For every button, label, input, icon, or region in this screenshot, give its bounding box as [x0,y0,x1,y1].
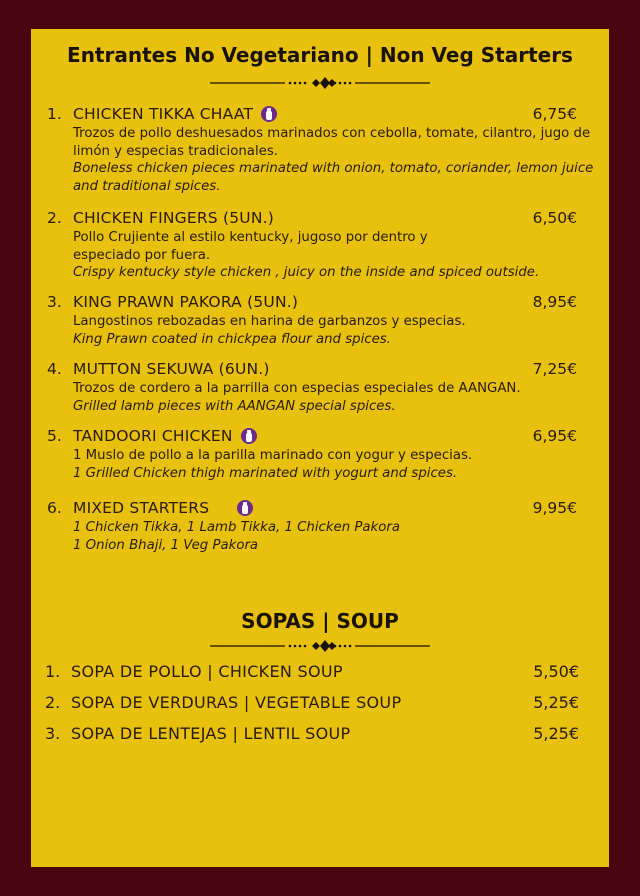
item-description [73,313,598,348]
item-number: 3. [45,724,61,743]
item-name: SOPA DE VERDURAS | VEGETABLE SOUP [71,693,402,712]
item-price: 5,50€ [533,662,579,681]
item-price: 5,25€ [533,693,579,712]
item-number: 6. [47,499,62,517]
item-price: 6,95€ [532,427,577,445]
item-name: CHICKEN FINGERS (5UN.) [73,209,274,227]
description-es: Trozos de pollo deshuesados marinados con cebolla, tomate, cilantro, jugo de limón y especias tradicionales. [73,126,591,159]
description-en: Crispy kentucky style chicken , juicy on the inside and spiced outside. [73,265,540,280]
item-description [73,125,598,195]
item-number: 2. [47,209,62,227]
description-es: Trozos de cordero a la parrilla con especias especiales de AANGAN. [73,381,521,396]
item-name: MUTTON SEKUWA (6UN.) [73,360,270,378]
bottle-icon [241,428,257,444]
item-number: 1. [47,105,62,123]
description-en: King Prawn coated in chickpea flour and spices. [73,331,391,347]
item-name: CHICKEN TIKKA CHAAT [73,105,277,123]
description-es: 1 Muslo de pollo a la parilla marinado con yogur y especias. [73,448,473,463]
item-price: 8,95€ [532,293,577,311]
item-number: 1. [45,662,61,681]
item-name: SOPA DE LENTEJAS | LENTIL SOUP [71,724,351,743]
ornament-divider [210,75,430,91]
item-number: 2. [45,693,61,712]
item-name: MIXED STARTERS [73,499,253,517]
menu-page [31,29,609,867]
ornament-divider [210,638,430,654]
item-price: 6,75€ [532,105,577,123]
starters-title: Entrantes No Vegetariano | Non Veg Starters [67,43,573,67]
item-price: 6,50€ [532,209,577,227]
description-en: 1 Chicken Tikka, 1 Lamb Tikka, 1 Chicken Pakora [73,520,400,535]
item-number: 3. [47,293,62,311]
item-price: 7,25€ [532,360,577,378]
description-en: 1 Onion Bhaji, 1 Veg Pakora [73,537,259,553]
item-number: 5. [47,427,62,445]
item-name: TANDOORI CHICKEN [73,427,257,445]
item-description [73,380,598,415]
item-price: 5,25€ [533,724,579,743]
bottle-icon [237,500,253,516]
item-description [73,229,493,264]
item-name: SOPA DE POLLO | CHICKEN SOUP [71,662,343,681]
description-es: Pollo Crujiente al estilo kentucky, jugoso por dentro y especiado por fuera. [73,230,428,263]
item-description [73,447,598,482]
bottle-icon [261,106,277,122]
description-en: 1 Grilled Chicken thigh marinated with yogurt and spices. [73,465,458,481]
item-price: 9,95€ [532,499,577,517]
description-es: Langostinos rebozadas en harina de garbanzos y especias. [73,314,466,329]
soups-title: SOPAS | SOUP [241,609,399,633]
description-en: Grilled lamb pieces with AANGAN special spices. [73,398,396,414]
item-name: KING PRAWN PAKORA (5UN.) [73,293,299,311]
description-en: Boneless chicken pieces marinated with onion, tomato, coriander, lemon juice and traditional spices. [73,161,594,194]
item-description [73,519,598,554]
item-number: 4. [47,360,62,378]
